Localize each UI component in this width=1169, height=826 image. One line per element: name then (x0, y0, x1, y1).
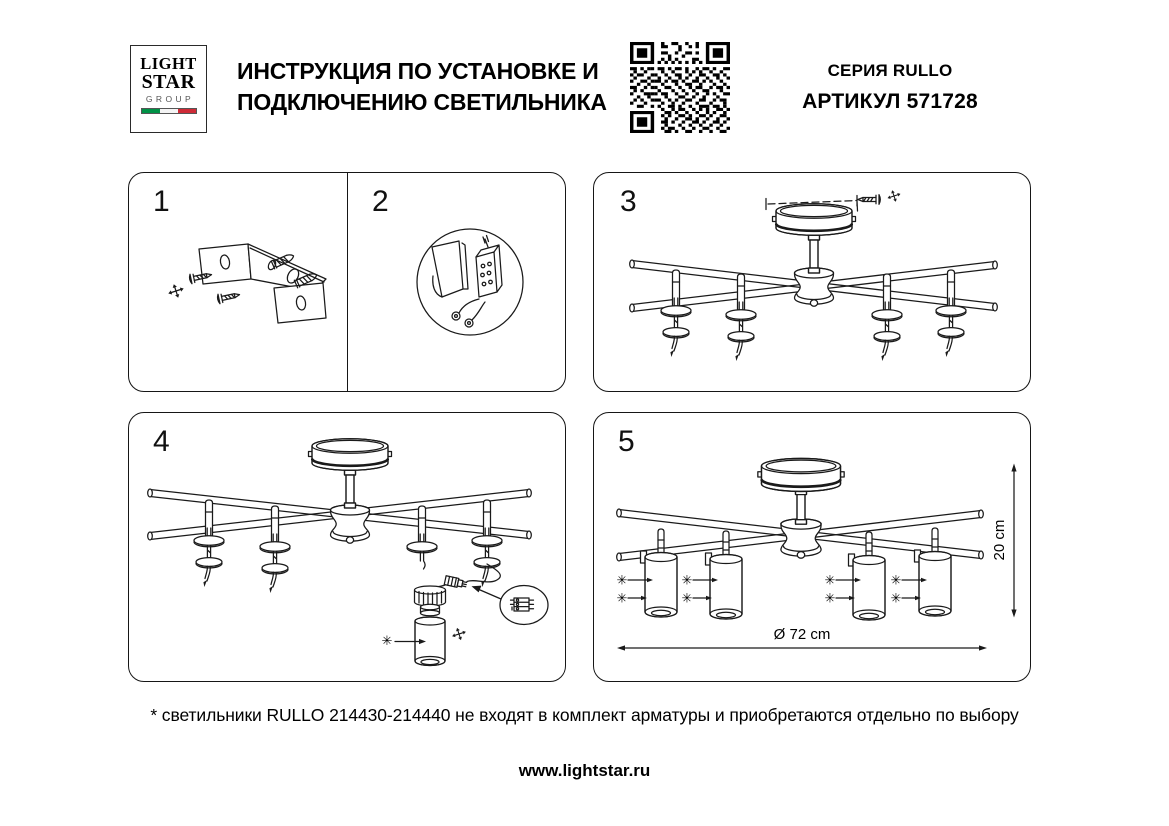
cylinder-shade-drawing (641, 529, 678, 617)
cylinder-shade-drawing (915, 528, 952, 616)
panel-step-5 (593, 412, 1031, 682)
stem-drawing (809, 235, 820, 273)
plug-connector-drawing (444, 576, 467, 589)
qr-code-icon (630, 42, 730, 133)
lamp-holder-drawing (872, 274, 902, 361)
move-arrows-icon (166, 282, 186, 301)
diameter-label: Ø 72 cm (773, 626, 831, 643)
lamp-holder-drawing (407, 506, 437, 569)
step-4-number: 4 (153, 425, 170, 458)
bracket-and-wiring-drawing (129, 173, 564, 390)
height-dimension (991, 464, 1017, 618)
wiring-detail-drawing (417, 229, 523, 335)
ceiling-canopy-drawing (309, 439, 392, 470)
page-title (237, 56, 607, 118)
cylinder-shade-drawing (706, 531, 743, 619)
logo-star-text: STAR (141, 71, 196, 93)
website-url: www.lightstar.ru (518, 761, 651, 780)
magnifier-detail (472, 586, 549, 625)
screw-icon (217, 290, 241, 304)
center-hub-drawing (331, 505, 370, 543)
step-3-number: 3 (620, 185, 637, 218)
lamp-holder-drawing (936, 270, 966, 357)
lightstar-logo (130, 45, 207, 133)
asterisk-marker: ✳ (381, 633, 393, 648)
step-1-number: 1 (153, 185, 170, 218)
socket-and-shade-drawing (415, 586, 446, 666)
move-arrows-icon (450, 626, 468, 643)
asterisk-marker: ✳ (681, 572, 693, 588)
step-2-number: 2 (372, 185, 389, 218)
move-arrows-icon (886, 188, 903, 204)
panel-step-3 (593, 172, 1031, 392)
product-info (775, 61, 1005, 114)
panel-step-4 (128, 412, 566, 682)
cylinder-shade-drawing (849, 532, 886, 620)
lamp-holder-drawing (194, 500, 224, 587)
logo-group-text: GROUP (145, 94, 195, 104)
italian-flag-icon (141, 108, 197, 114)
terminal-block-icon (511, 598, 534, 611)
lamp-holder-drawing (726, 274, 756, 361)
footnote-text: * светильники RULLO 214430-214440 не входят в комплект арматуры и приобретаются отдельно по выбору (150, 705, 1019, 725)
title-line-1: ИНСТРУКЦИЯ ПО УСТАНОВКЕ И (237, 58, 599, 84)
center-hub-drawing (795, 268, 834, 306)
lamp-connection-drawing (129, 413, 564, 680)
panel-steps-1-2 (128, 172, 566, 392)
frame-assembly-drawing (594, 173, 1029, 390)
finished-fixture-drawing (594, 413, 1029, 680)
asterisk-marker: ✳ (681, 590, 693, 606)
logo-light-text: LIGHT (140, 54, 197, 73)
asterisk-marker: ✳ (824, 590, 836, 606)
screw-icon (858, 195, 880, 205)
ceiling-canopy-drawing (773, 204, 856, 235)
series-label: СЕРИЯ RULLO (827, 61, 953, 80)
asterisk-marker: ✳ (616, 572, 628, 588)
stem-drawing (796, 490, 807, 524)
article-number: АРТИКУЛ 571728 (802, 90, 978, 113)
diameter-dimension (617, 626, 987, 651)
asterisk-marker: ✳ (616, 590, 628, 606)
ceiling-canopy-drawing (758, 458, 844, 491)
asterisk-marker: ✳ (890, 572, 902, 588)
asterisk-marker: ✳ (890, 590, 902, 606)
lamp-holder-drawing (661, 270, 691, 357)
step-5-number: 5 (618, 425, 635, 458)
title-line-2: ПОДКЛЮЧЕНИЮ СВЕТИЛЬНИКА (237, 89, 607, 115)
height-label: 20 cm (991, 519, 1008, 561)
lamp-holder-drawing (472, 500, 502, 587)
stem-drawing (345, 470, 356, 508)
asterisk-marker: ✳ (824, 572, 836, 588)
mounting-bracket-drawing (166, 244, 326, 323)
